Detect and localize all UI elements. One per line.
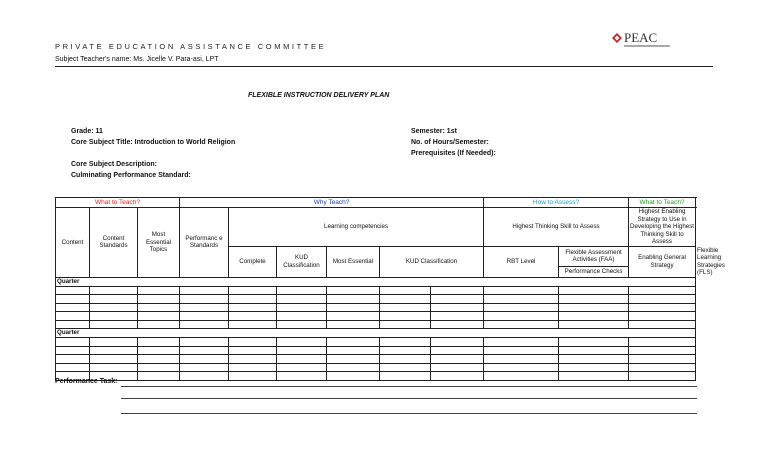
core-subject-title: Core Subject Title: Introduction to World Religion [71,139,236,146]
header-kud-classification: KUD Classification [277,246,327,277]
category-what-to-teach: What to Teach? [56,198,180,208]
semester-label: Semester: 1st [411,128,457,135]
logo-text: PEAC [624,30,658,45]
header-most-essential: Most Essential [327,246,380,277]
table-row [56,295,696,304]
category-how-to-assess: How to Assess? [484,198,629,208]
table-row [56,312,696,321]
header-content: Content [56,208,90,278]
plan-title: FLEXIBLE INSTRUCTION DELIVERY PLAN [248,92,390,99]
quarter-label: Quarter [56,277,696,286]
table-row [56,286,696,295]
performance-task-line-2 [121,398,697,399]
table-row [56,355,696,364]
core-subject-description: Core Subject Description: [71,161,157,168]
header-complete: Complete [229,246,277,277]
header-divider [55,66,713,67]
subject-info [71,126,235,148]
header-most-essential-topics: Most Essential Topics [138,208,180,278]
quarter-label: Quarter [56,329,696,338]
description-info [71,159,191,181]
category-what-to-teach-2: What to Teach? [629,198,696,208]
logo-tagline-bar [624,45,670,47]
table-row [56,320,696,329]
table-row [56,363,696,372]
table-row [56,303,696,312]
performance-task-line-1 [121,386,697,387]
header-highest-thinking-skill: Highest Thinking Skill to Assess [484,208,629,247]
prerequisites-label: Prerequisites (If Needed): [411,150,496,157]
organization-name: PRIVATE EDUCATION ASSISTANCE COMMITTEE [55,42,327,51]
teacher-name-line: Subject Teacher's name: Ms. Jicelle V. Para-asi, LPT [55,56,219,63]
header-learning-competencies: Learning competencies [229,208,484,247]
header-content-standards: Content Standards [90,208,138,278]
hours-label: No. of Hours/Semester: [411,139,489,146]
peac-logo [612,30,672,50]
header-kud-classification-2: KUD Classification [380,246,484,277]
table-row [56,346,696,355]
header-enabling-general-strategy: Enabling General Strategy [629,246,696,277]
table-row [56,338,696,347]
culminating-standard: Culminating Performance Standard: [71,172,191,179]
header-rbt-level: RBT Level [484,246,559,277]
header-highest-enabling-strategy: Highest Enabling Strategy to Use in Developing the Highest Thinking Skill to Assess [630,208,695,245]
semester-info [411,126,496,159]
header-faa: Flexible Assessment Activities (FAA) [559,246,629,266]
table-row [56,372,696,381]
delivery-plan-table: What to Teach? Why Teach? How to Assess? What to Teach? Content Content Standards Most Essential Topics Performanc e Standards Learning competencies Highest Thinking Skill to Assess Highest Enabling Strategy to Use in Developing the Highest Thinking Skill to Assess Complete KUD Classification Most Essential KUD Classification RBT Level Flexible Assessment Activities (FAA) Enabling General Strategy Flexible Learning Strategies (FLS) Performance Checks Quarter Quarter [55,197,696,381]
performance-task-line-3 [121,413,697,414]
header-performance-standards: Performanc e Standards [180,208,229,278]
header-performance-checks: Performance Checks [559,266,629,277]
grade-label: Grade: 11 [71,128,103,135]
peac-diamond-icon [612,33,622,43]
performance-task-label: Performance Task: [55,378,118,385]
category-why-teach: Why Teach? [180,198,484,208]
